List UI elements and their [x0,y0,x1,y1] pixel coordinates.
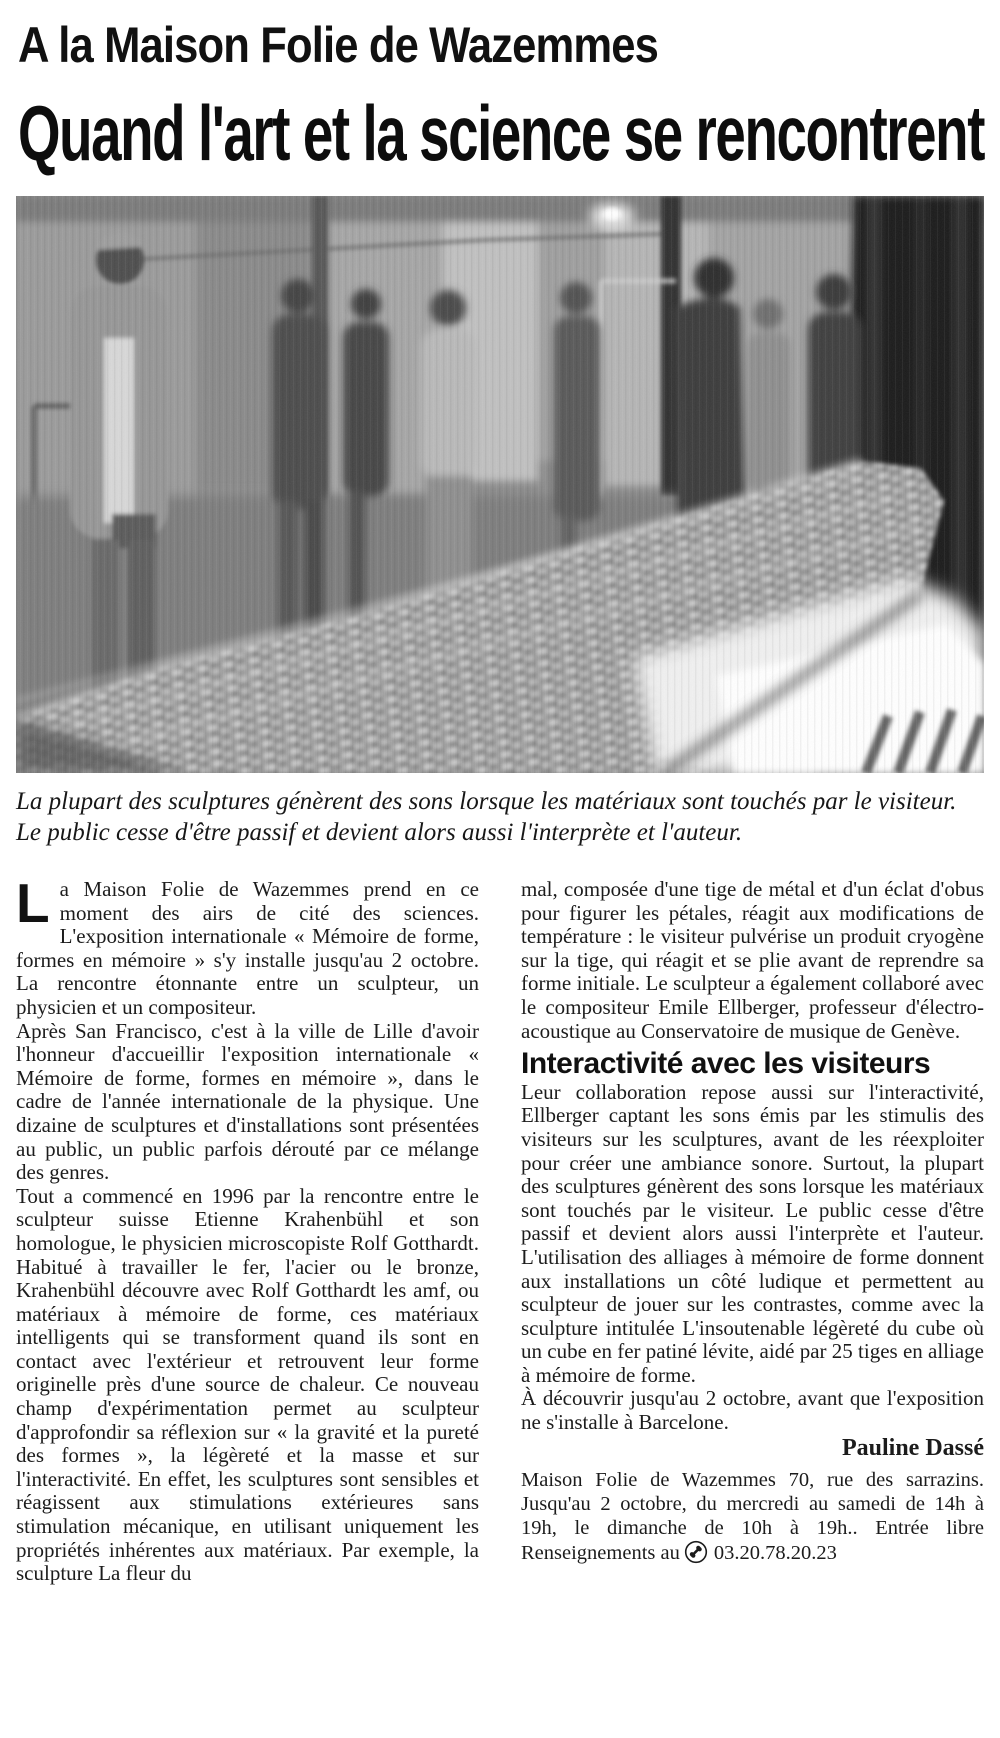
headline-text: Quand l'art et la science se rencontrent [18,89,985,177]
paragraph: À découvrir jusqu'au 2 octobre, avant que l'exposition ne s'installe à Barcelone. [521,1386,984,1435]
photo-caption [16,786,984,848]
kicker-heading [18,16,984,74]
photo-caption-line-2: Le public cesse d'être passif et devient alors aussi l'interprète et l'auteur. [16,819,743,846]
phone-icon [684,1540,708,1570]
venue-info-text: Maison Folie de Wazemmes 70, rue des sarrazins. Jusqu'au 2 octobre, du mercredi au samedi de 14h à 19h, le dimanche de 10h à 19h.. Entrée libre Renseignements au [521,1469,984,1565]
phone-number: 03.20.78.20.23 [713,1542,837,1565]
paragraph-lead-text: a Maison Folie de Wazemmes prend en ce moment des airs de cité des sciences. L'exposition internationale « Mémoire de forme, formes en mémoire » s'y installe jusqu'au 2 octobre. La rencontre étonnante entre un sculpteur, un physicien et un compositeur. [16,877,479,1019]
photo-caption-line-1: La plupart des sculptures génèrent des sons lorsque les matériaux sont touchés par le visiteur. [16,788,957,815]
kicker-text: A la Maison Folie de Wazemmes [18,17,658,73]
newspaper-article-page [0,16,1000,1586]
left-column [16,872,479,1586]
paragraph: mal, composée d'une tige de métal et d'un éclat d'obus pour figurer les pétales, réagit aux modifications de température : le visiteur pulvérise un produit cryogène sur la tige, qui réagit et se plie avant de reprendre sa forme initiale. Le sculpteur a également collaboré avec le compositeur Emile Ellberger, professeur d'électro-acoustique au Conservatoire de musique de Genève. [521,877,984,1043]
exhibition-photo [16,196,984,773]
exhibition-photo-graphic [16,196,984,773]
paragraph: Leur collaboration repose aussi sur l'interactivité, Ellberger captant les sons émis par les stimulis des visiteurs sur les sculptures, avant de les réexploiter pour créer une ambiance sonore. Surtout, la plupart des sculptures génèrent des sons lorsque les matériaux sont touchés par le visiteur. Le public cesse d'être passif et devient alors aussi l'interprète et l'auteur. L'utilisation des alliages à mémoire de forme donnent aux installations un côté ludique et permettent au sculpteur de jouer sur les contrastes, comme avec la sculpture intitulée L'insoutenable légèreté du cube où un cube en fer patiné lévite, aidé par 25 tiges en alliage à mémoire de forme. [521,1079,984,1387]
subheading: Interactivité avec les visiteurs [521,1047,931,1081]
venue-info [521,1468,984,1570]
drop-cap: L [16,872,50,934]
byline: Pauline Dassé [841,1434,984,1461]
right-column [521,878,984,1586]
paragraph: Tout a commencé en 1996 par la rencontre entre le sculpteur suisse Etienne Krahenbühl et son homologue, le physicien microscopiste Rolf Gotthardt. Habitué à travailler le fer, l'acier ou le bronze, Krahenbühl découvre avec Rolf Gotthardt les amf, ou matériaux à mémoire de forme, ces matériaux intelligents qui se transforment quand ils sont en contact avec l'extérieur et retrouvent leur forme originelle près d'une source de chaleur. Ce nouveau champ d'expérimentation permet au sculpteur d'approfondir sa réflexion sur « la gravité et la pureté des formes », la légèreté et la masse et sur l'interactivité. En effet, les sculptures sont sensibles et réagissent aux stimulations extérieures sans stimulation mécanique, en utilisant uniquement les propriétés inhérentes aux matériaux. Par exemple, la sculpture La fleur du [16,1183,479,1586]
article-body [16,872,984,1586]
paragraph-lead [16,872,479,1020]
main-headline [18,88,985,177]
paragraph: Après San Francisco, c'est à la ville de Lille d'avoir l'honneur d'accueillir l'exposition internationale « Mémoire de forme, formes en mémoire », dans le cadre de l'année internationale de la physique. Une dizaine de sculptures et d'installations sont présentées au public, un public parfois dérouté par ce mélange des genres. [16,1018,479,1185]
